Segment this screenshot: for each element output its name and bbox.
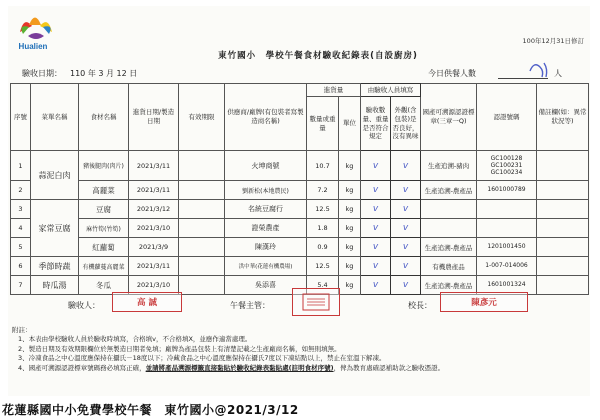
row-seq: 1 [11, 151, 31, 181]
header-receiver: 由驗收人員填寫 [361, 84, 421, 97]
row-check-appearance: v [391, 200, 421, 219]
row-food: 高麗菜 [79, 181, 129, 200]
document-page [8, 6, 590, 396]
row-dish: 蒜泥白肉 [31, 151, 79, 200]
row-supplier: 名統豆腐行 [225, 200, 307, 219]
row-trace: 生產追溯-農產品 [421, 181, 477, 200]
note-highlight: 並請將產品溯源標籤直接黏貼於驗收紀錄表黏貼處(註明食材序號) [145, 363, 334, 372]
row-expiry [179, 200, 225, 219]
row-check-qty: v [361, 238, 391, 257]
table-row [11, 151, 589, 181]
row-check-qty: v [361, 219, 391, 238]
row-food [79, 219, 129, 238]
row-purchase-date: 2021/3/11 [129, 257, 179, 276]
form-title: 東竹國小 學校午餐食材驗收紀錄表(自設廚房) [218, 51, 418, 61]
table-row [11, 200, 589, 219]
row-unit: kg [339, 200, 361, 219]
row-dish: 季節時蔬 [31, 257, 79, 276]
row-remarks [537, 151, 589, 181]
row-purchase-date: 2021/3/11 [129, 151, 179, 181]
row-qty: 1.8 [307, 219, 339, 238]
row-food [79, 151, 129, 181]
table-row [11, 181, 589, 200]
notes-heading: 附註： [12, 326, 32, 334]
row-expiry [179, 257, 225, 276]
row-cert-no: 1601001324 [477, 276, 537, 295]
row-cert-no: GC100128 GC100231 GC100234 [477, 151, 537, 181]
seal-icon [301, 292, 331, 312]
table-row [11, 219, 589, 238]
row-seq: 7 [11, 276, 31, 295]
header-check-qty: 驗收數量、重量是否符合規定 [361, 97, 391, 151]
row-seq: 3 [11, 200, 31, 219]
meals-label: 今日供餐人數 [428, 69, 476, 78]
row-remarks [537, 200, 589, 219]
row-dish: 家常豆腐 [31, 200, 79, 257]
row-cert-no [477, 200, 537, 219]
row-check-qty: v [361, 200, 391, 219]
row-purchase-date: 2021/3/9 [129, 238, 179, 257]
row-expiry [179, 151, 225, 181]
meals-unit: 人 [554, 69, 562, 78]
row-cert-no: 1-007-014006 [477, 257, 537, 276]
row-seq: 4 [11, 219, 31, 238]
row-purchase-date: 2021/3/10 [129, 276, 179, 295]
row-trace: 生產追溯-農產品 [421, 238, 477, 257]
row-qty: 12.5 [307, 200, 339, 219]
header-qty: 數量或重量 [307, 97, 339, 151]
note-item: 3、冷凍食品之中心溫度應保持在攝氏－18度以下；冷藏食品之中心溫度應保持在攝氏7度以下凍結點以上，禁止在室溫下解凍。 [18, 354, 386, 363]
header-check-appearance: 外觀(含包裝)是否良好，沒有異味 [391, 97, 421, 151]
row-expiry [179, 238, 225, 257]
header-unit: 單位 [339, 97, 361, 151]
row-cert-no: 1601000789 [477, 181, 537, 200]
note-tail: ，俾為教育處確認補助款之驗收憑證。 [333, 363, 445, 372]
note-item: 1、本表由學校驗收人員於驗收時填寫，合格填v，不合格填X，並應作適當處理。 [18, 335, 252, 344]
logo-text: Hualien [18, 42, 48, 51]
row-check-appearance: v [391, 181, 421, 200]
row-trace: 有機農產品 [421, 257, 477, 276]
row-qty: 0.9 [307, 238, 339, 257]
row-supplier [225, 257, 307, 276]
row-check-qty: v [361, 257, 391, 276]
header-remarks: 備註欄(如：異常狀況等) [537, 84, 589, 151]
header-purchase-date: 進貨日期/製造日期 [129, 84, 179, 151]
header-food: 食材名稱 [79, 84, 129, 151]
food-bamboo-shoot: 麻竹筍(竹筍) [86, 225, 121, 233]
row-check-appearance: v [391, 257, 421, 276]
footer-caption: 花蓮縣國中小免費學校午餐 東竹國小@2021/3/12 [2, 402, 299, 417]
header-trace: 國產可溯源認證標章(三章一Q) [421, 84, 477, 151]
principal-stamp: 陳彥元 [440, 292, 528, 312]
row-seq: 6 [11, 257, 31, 276]
receiver-stamp: 高 誠 [112, 292, 182, 312]
row-unit: kg [339, 219, 361, 238]
row-check-appearance: v [391, 238, 421, 257]
date-value: 110 年 3 月 12 日 [70, 69, 138, 78]
header-purchase: 進貨量 [307, 84, 361, 97]
food-seasonal-veg: 有機蘿蔓高麗菜 [82, 263, 125, 271]
table-row [11, 257, 589, 276]
row-expiry [179, 181, 225, 200]
row-dish: 時瓜湯 [31, 276, 79, 295]
row-check-appearance: v [391, 276, 421, 295]
row-check-qty: v [361, 181, 391, 200]
row-check-qty: v [361, 276, 391, 295]
note-item: 2、製造日期及有效期限欄位於無製造日期者免填；廠牌為產品包裝上有清楚記載之生產廠商名稱，如無則填無。 [18, 344, 341, 353]
row-purchase-date: 2021/3/12 [129, 200, 179, 219]
food-pork: 豬後腿肉(肉片) [83, 163, 124, 170]
row-expiry [179, 219, 225, 238]
table-row [11, 238, 589, 257]
row-food: 冬瓜 [79, 276, 129, 295]
row-unit: kg [339, 181, 361, 200]
header-dish: 菜單名稱 [31, 84, 79, 151]
row-qty: 10.7 [307, 151, 339, 181]
row-supplier: 劉新松(本地農民) [225, 181, 307, 200]
header-cert-no: 認證號碼 [477, 84, 537, 151]
row-trace [421, 219, 477, 238]
revision-date: 100年12月31日修訂 [522, 37, 584, 45]
row-seq: 5 [11, 238, 31, 257]
handwritten-count-mark [526, 59, 554, 79]
note-item: 4、國產可溯源認證標章號碼務必填寫正確， [18, 363, 146, 372]
row-trace [421, 200, 477, 219]
note-item-4 [12, 364, 586, 373]
header-supplier: 供應商/廠牌(有包裝者寫製造商名稱) [225, 84, 307, 151]
row-remarks [537, 276, 589, 295]
row-check-qty: v [361, 151, 391, 181]
notes-section [12, 326, 586, 373]
row-unit: kg [339, 257, 361, 276]
row-qty: 7.2 [307, 181, 339, 200]
director-label: 午餐主管： [230, 301, 270, 310]
row-unit: kg [339, 276, 361, 295]
row-cert-no: 1201001450 [477, 238, 537, 257]
supplier-organic-farm: 洪中華(花蓮有機農場) [238, 264, 293, 270]
header-expiry: 有效期限 [179, 84, 225, 151]
row-supplier: 陳漢玲 [225, 238, 307, 257]
row-seq: 2 [11, 181, 31, 200]
row-purchase-date: 2021/3/11 [129, 181, 179, 200]
hualien-logo-icon [14, 10, 58, 60]
director-seal-stamp [292, 288, 340, 316]
row-trace: 生產追溯-豬肉 [421, 151, 477, 181]
principal-label: 校長： [408, 301, 432, 310]
row-check-appearance: v [391, 151, 421, 181]
row-qty: 12.5 [307, 257, 339, 276]
receiver-label: 驗收人： [68, 301, 100, 310]
inspection-table [10, 83, 589, 295]
row-cert-no [477, 219, 537, 238]
row-trace: 生產追溯-農產品 [421, 276, 477, 295]
row-check-appearance: v [391, 219, 421, 238]
row-unit: kg [339, 238, 361, 257]
row-unit: kg [339, 151, 361, 181]
row-remarks [537, 238, 589, 257]
row-remarks [537, 257, 589, 276]
row-supplier: 火坤商號 [225, 151, 307, 181]
row-food: 紅蘿蔔 [79, 238, 129, 257]
date-label: 驗收日期： [22, 69, 62, 78]
row-remarks [537, 219, 589, 238]
row-food: 豆腐 [79, 200, 129, 219]
row-qty: 5.4 [307, 276, 339, 295]
row-supplier: 證榮農產 [225, 219, 307, 238]
header-seq: 序號 [11, 84, 31, 151]
row-food [79, 257, 129, 276]
row-purchase-date: 2021/3/10 [129, 219, 179, 238]
row-expiry [179, 276, 225, 295]
row-remarks [537, 181, 589, 200]
row-supplier: 吳添喜 [225, 276, 307, 295]
